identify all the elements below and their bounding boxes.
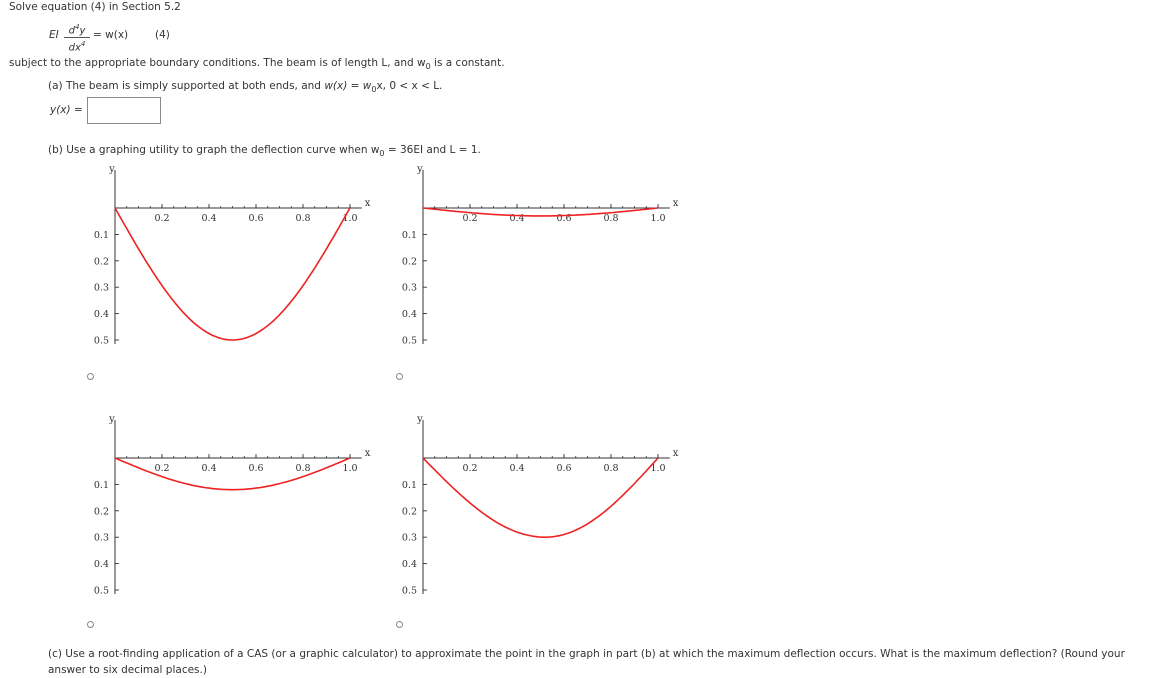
x-tick-label: 0.8 [295, 463, 311, 474]
graph-svg [75, 160, 375, 380]
x-axis-label: x [364, 198, 371, 209]
x-tick-label: 0.4 [509, 463, 525, 474]
x-tick-label: 1.0 [650, 463, 666, 474]
x-tick-label: 1.0 [650, 213, 666, 224]
x-axis-label: x [364, 448, 371, 459]
x-axis-label: x [672, 448, 679, 459]
intro-sub: 0 [425, 62, 431, 71]
graph-option-3 [75, 410, 375, 630]
denominator: dx [68, 42, 81, 54]
y-tick-label: 0.2 [93, 256, 109, 268]
graph-option-1 [75, 160, 375, 380]
intro-main: subject to the appropriate boundary conditions. The beam is of length L, and w [9, 57, 426, 69]
answer-label: y(x) = [50, 104, 83, 116]
y-tick-label: 0.3 [401, 282, 417, 294]
numerator-d: d [68, 25, 75, 37]
part-a-w-sub: 0 [371, 85, 377, 94]
y-axis-label: y [417, 414, 423, 425]
x-tick-label: 0.4 [509, 213, 525, 224]
x-tick-label: 0.8 [295, 213, 311, 224]
denominator-power: 4 [80, 40, 86, 49]
y-tick-label: 0.2 [401, 506, 417, 518]
y-tick-label: 0.5 [93, 585, 109, 597]
graph-svg [383, 410, 683, 630]
x-tick-label: 0.2 [154, 213, 170, 224]
x-tick-label: 0.6 [556, 463, 572, 474]
y-tick-label: 0.5 [401, 585, 417, 597]
equation-fraction [64, 21, 90, 55]
deflection-curve [115, 208, 350, 340]
y-axis-label: y [109, 164, 115, 175]
y-tick-label: 0.4 [93, 309, 109, 321]
radio-option-1[interactable] [87, 373, 94, 380]
y-axis-label: y [109, 414, 115, 425]
x-tick-label: 0.2 [462, 213, 478, 224]
radio-option-3[interactable] [87, 621, 94, 628]
y-axis-label: y [417, 164, 423, 175]
x-tick-label: 0.6 [248, 213, 264, 224]
x-tick-label: 0.2 [154, 463, 170, 474]
x-tick-label: 0.6 [556, 213, 572, 224]
part-a-text [48, 80, 442, 94]
part-b-sub: 0 [379, 149, 385, 158]
deflection-curve [423, 458, 658, 537]
numerator-var: y [79, 25, 86, 37]
part-a-w-tail: x, 0 < x < L. [376, 80, 443, 92]
x-tick-label: 0.4 [201, 213, 217, 224]
part-b-text [48, 144, 481, 158]
x-tick-label: 0.8 [603, 463, 619, 474]
y-tick-label: 0.4 [401, 559, 417, 571]
part-a-prefix: (a) The beam is simply supported at both ends, and [48, 80, 325, 92]
y-tick-label: 0.5 [401, 335, 417, 347]
part-a-w-expr: w(x) = w [324, 80, 372, 92]
intro-tail: is a constant. [430, 57, 505, 69]
radio-option-4[interactable] [396, 621, 403, 628]
x-axis-label: x [672, 198, 679, 209]
radio-option-2[interactable] [396, 373, 403, 380]
y-tick-label: 0.3 [93, 282, 109, 294]
x-tick-label: 0.8 [603, 213, 619, 224]
x-tick-label: 1.0 [342, 213, 358, 224]
x-tick-label: 0.2 [462, 463, 478, 474]
part-b-prefix: (b) Use a graphing utility to graph the deflection curve when w [48, 144, 380, 156]
y-tick-label: 0.5 [93, 335, 109, 347]
part-c-text: (c) Use a root-finding application of a CAS (or a graphic calculator) to approximate the point in the graph in part (b) at which the maximum deflection occurs. What is the maximum deflection? (Round your answer to six decimal places.) [48, 648, 1125, 676]
y-tick-label: 0.2 [93, 506, 109, 518]
x-tick-label: 0.6 [248, 463, 264, 474]
numerator-power: 4 [74, 23, 80, 31]
graph-option-2 [383, 160, 683, 380]
y-tick-label: 0.1 [93, 229, 109, 241]
equation-ei: EI [49, 29, 59, 41]
y-tick-label: 0.1 [93, 479, 109, 491]
equation-rhs: = w(x) [93, 29, 129, 41]
graph-svg [383, 160, 683, 380]
y-tick-label: 0.1 [401, 229, 417, 241]
deflection-curve [115, 458, 350, 490]
graph-option-4 [383, 410, 683, 630]
x-tick-label: 1.0 [342, 463, 358, 474]
equation-number: (4) [155, 29, 170, 41]
deflection-curve [423, 208, 658, 216]
graph-svg [75, 410, 375, 630]
y-tick-label: 0.4 [401, 309, 417, 321]
y-tick-label: 0.3 [93, 532, 109, 544]
part-b-tail: = 36EI and L = 1. [384, 144, 481, 156]
answer-input[interactable] [87, 97, 161, 124]
intro-text [9, 57, 505, 71]
y-tick-label: 0.3 [401, 532, 417, 544]
question-title: Solve equation (4) in Section 5.2 [9, 1, 181, 13]
y-tick-label: 0.1 [401, 479, 417, 491]
y-tick-label: 0.4 [93, 559, 109, 571]
y-tick-label: 0.2 [401, 256, 417, 268]
x-tick-label: 0.4 [201, 463, 217, 474]
